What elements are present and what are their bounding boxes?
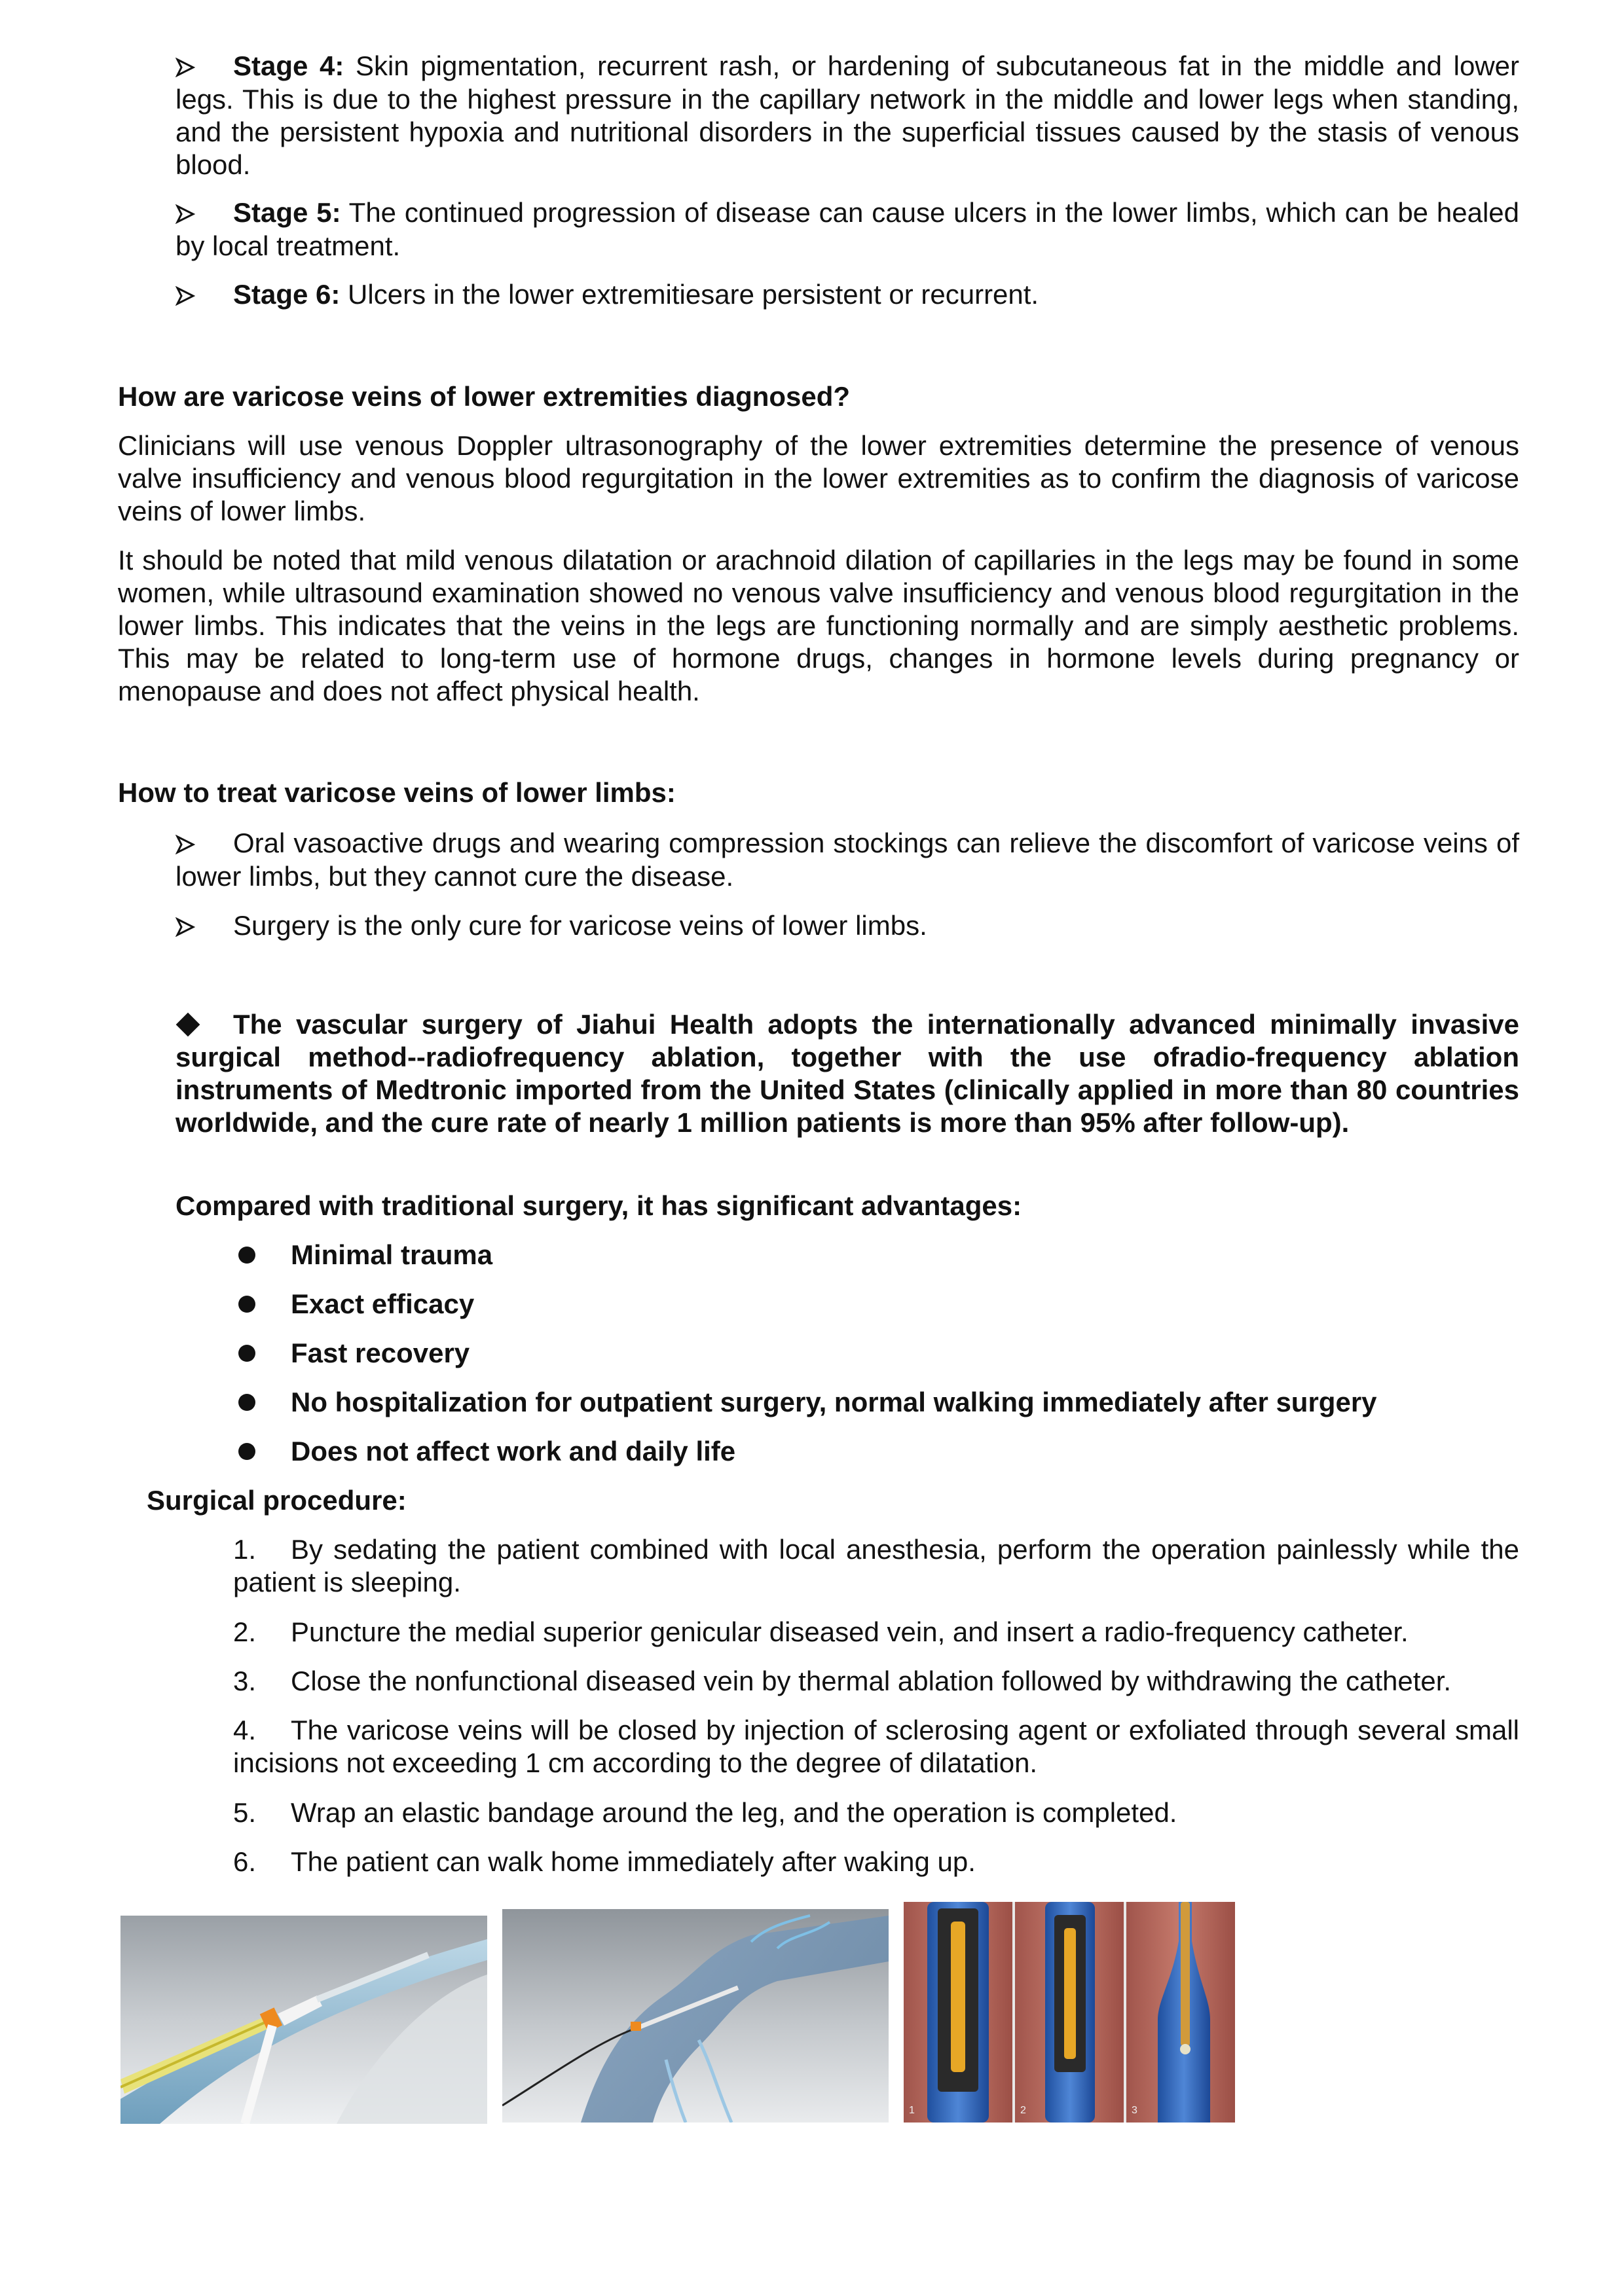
arrow-bullet-icon <box>175 828 233 860</box>
arrow-bullet-icon <box>175 197 233 230</box>
treatment-heading: How to treat varicose veins of lower limbs: <box>118 777 676 808</box>
step-text: The patient can walk home immediately after waking up. <box>291 1846 976 1877</box>
advantage-item: Exact efficacy <box>291 1288 475 1319</box>
treatment-item <box>175 827 1519 893</box>
stage-6-paragraph <box>175 278 1519 312</box>
step-text: Puncture the medial superior genicular diseased vein, and insert a radio-frequency catheter. <box>291 1616 1409 1647</box>
step-number: 1. <box>233 1534 257 1565</box>
round-bullet-icon <box>238 1394 255 1411</box>
arrow-bullet-icon <box>175 910 233 943</box>
procedure-step <box>233 1796 1519 1829</box>
stage-label: Stage 5: <box>233 197 341 228</box>
stage-label: Stage 6: <box>233 279 341 310</box>
round-bullet-icon <box>238 1443 255 1460</box>
stage-label: Stage 4: <box>233 50 344 81</box>
stage-text: Ulcers in the lower extremitiesare persistent or recurrent. <box>340 279 1039 310</box>
jiahui-text: The vascular surgery of Jiahui Health adopts the internationally advanced minimally invasive surgical method--radiofrequency ablation, together with the use ofradio-frequency ablation instruments of Medtronic imported from the United States (clinically applied in more than 80 countries worldwide, and the cure rate of nearly 1 million patients is more than 95% after follow-up). <box>175 1009 1519 1138</box>
step-text: The varicose veins will be closed by injection of sclerosing agent or exfoliated through several small incisions not exceeding 1 cm according to the degree of dilatation. <box>233 1715 1519 1778</box>
diagnosis-paragraph-2: It should be noted that mild venous dilatation or arachnoid dilation of capillaries in the legs may be found in some women, while ultrasound examination showed no venous valve insufficiency and venous blood regurgitation in the lower limbs. This indicates that the veins in the legs are functioning normally and are simply aesthetic problems. This may be related to long-term use of hormone drugs, changes in hormone levels during pregnancy or menopause and does not affect physical health. <box>118 545 1519 706</box>
step-text: Close the nonfunctional diseased vein by thermal ablation followed by withdrawing the catheter. <box>291 1666 1452 1696</box>
advantage-item: Minimal trauma <box>291 1239 493 1270</box>
round-bullet-icon <box>238 1345 255 1362</box>
procedure-step <box>233 1846 1519 1878</box>
arrow-bullet-icon <box>175 279 233 312</box>
jiahui-paragraph <box>175 1008 1519 1139</box>
advantage-item: Fast recovery <box>291 1338 470 1368</box>
panel-label: 3 <box>1132 2105 1137 2116</box>
diagnosis-heading: How are varicose veins of lower extremities diagnosed? <box>118 381 851 412</box>
stage-text: The continued progression of disease can cause ulcers in the lower limbs, which can be healed by local treatment. <box>175 197 1520 261</box>
step-number: 2. <box>233 1616 257 1647</box>
step-number: 5. <box>233 1797 257 1828</box>
step-text: Wrap an elastic bandage around the leg, and the operation is completed. <box>291 1797 1177 1828</box>
step-text: By sedating the patient combined with local anesthesia, perform the operation painlessly while the patient is sleeping. <box>233 1534 1519 1597</box>
stage-5-paragraph <box>175 196 1519 263</box>
round-bullet-icon <box>238 1247 255 1264</box>
stage-4-paragraph <box>175 50 1519 181</box>
panel-label: 2 <box>1020 2105 1026 2116</box>
treatment-item-text: Surgery is the only cure for varicose veins of lower limbs. <box>233 910 927 941</box>
stage-text: Skin pigmentation, recurrent rash, or hardening of subcutaneous fat in the middle and lower legs. This is due to the highest pressure in the capillary network in the middle and lower legs when standing, and the persistent hypoxia and nutritional disorders in the superficial tissues caused by the stasis of venous blood. <box>175 50 1519 180</box>
advantage-item: Does not affect work and daily life <box>291 1436 736 1467</box>
round-bullet-icon <box>238 1296 255 1313</box>
catheter-insertion-illustration <box>120 1916 487 2124</box>
advantages-heading: Compared with traditional surgery, it has significant advantages: <box>175 1190 1022 1221</box>
panel-label: 1 <box>909 2105 915 2116</box>
advantage-item: No hospitalization for outpatient surgery, normal walking immediately after surgery <box>291 1387 1377 1417</box>
procedure-step <box>233 1665 1519 1698</box>
diagnosis-paragraph-1: Clinicians will use venous Doppler ultrasonography of the lower extremities determine the presence of venous valve insufficiency and venous blood regurgitation in the lower extremities as to confirm the diagnosis of varicose veins of lower limbs. <box>118 430 1519 526</box>
step-number: 6. <box>233 1846 257 1877</box>
step-number: 3. <box>233 1666 257 1696</box>
procedure-step <box>233 1616 1519 1649</box>
procedure-step <box>233 1714 1519 1779</box>
procedure-heading: Surgical procedure: <box>147 1485 407 1516</box>
ablation-stages-illustration <box>904 1902 1235 2123</box>
arrow-bullet-icon <box>175 50 233 83</box>
treatment-item <box>175 909 1519 943</box>
procedure-step <box>233 1533 1519 1599</box>
step-number: 4. <box>233 1715 257 1745</box>
vein-catheter-illustration <box>502 1909 889 2123</box>
treatment-item-text: Oral vasoactive drugs and wearing compression stockings can relieve the discomfort of varicose veins of lower limbs, but they cannot cure the disease. <box>175 828 1519 892</box>
